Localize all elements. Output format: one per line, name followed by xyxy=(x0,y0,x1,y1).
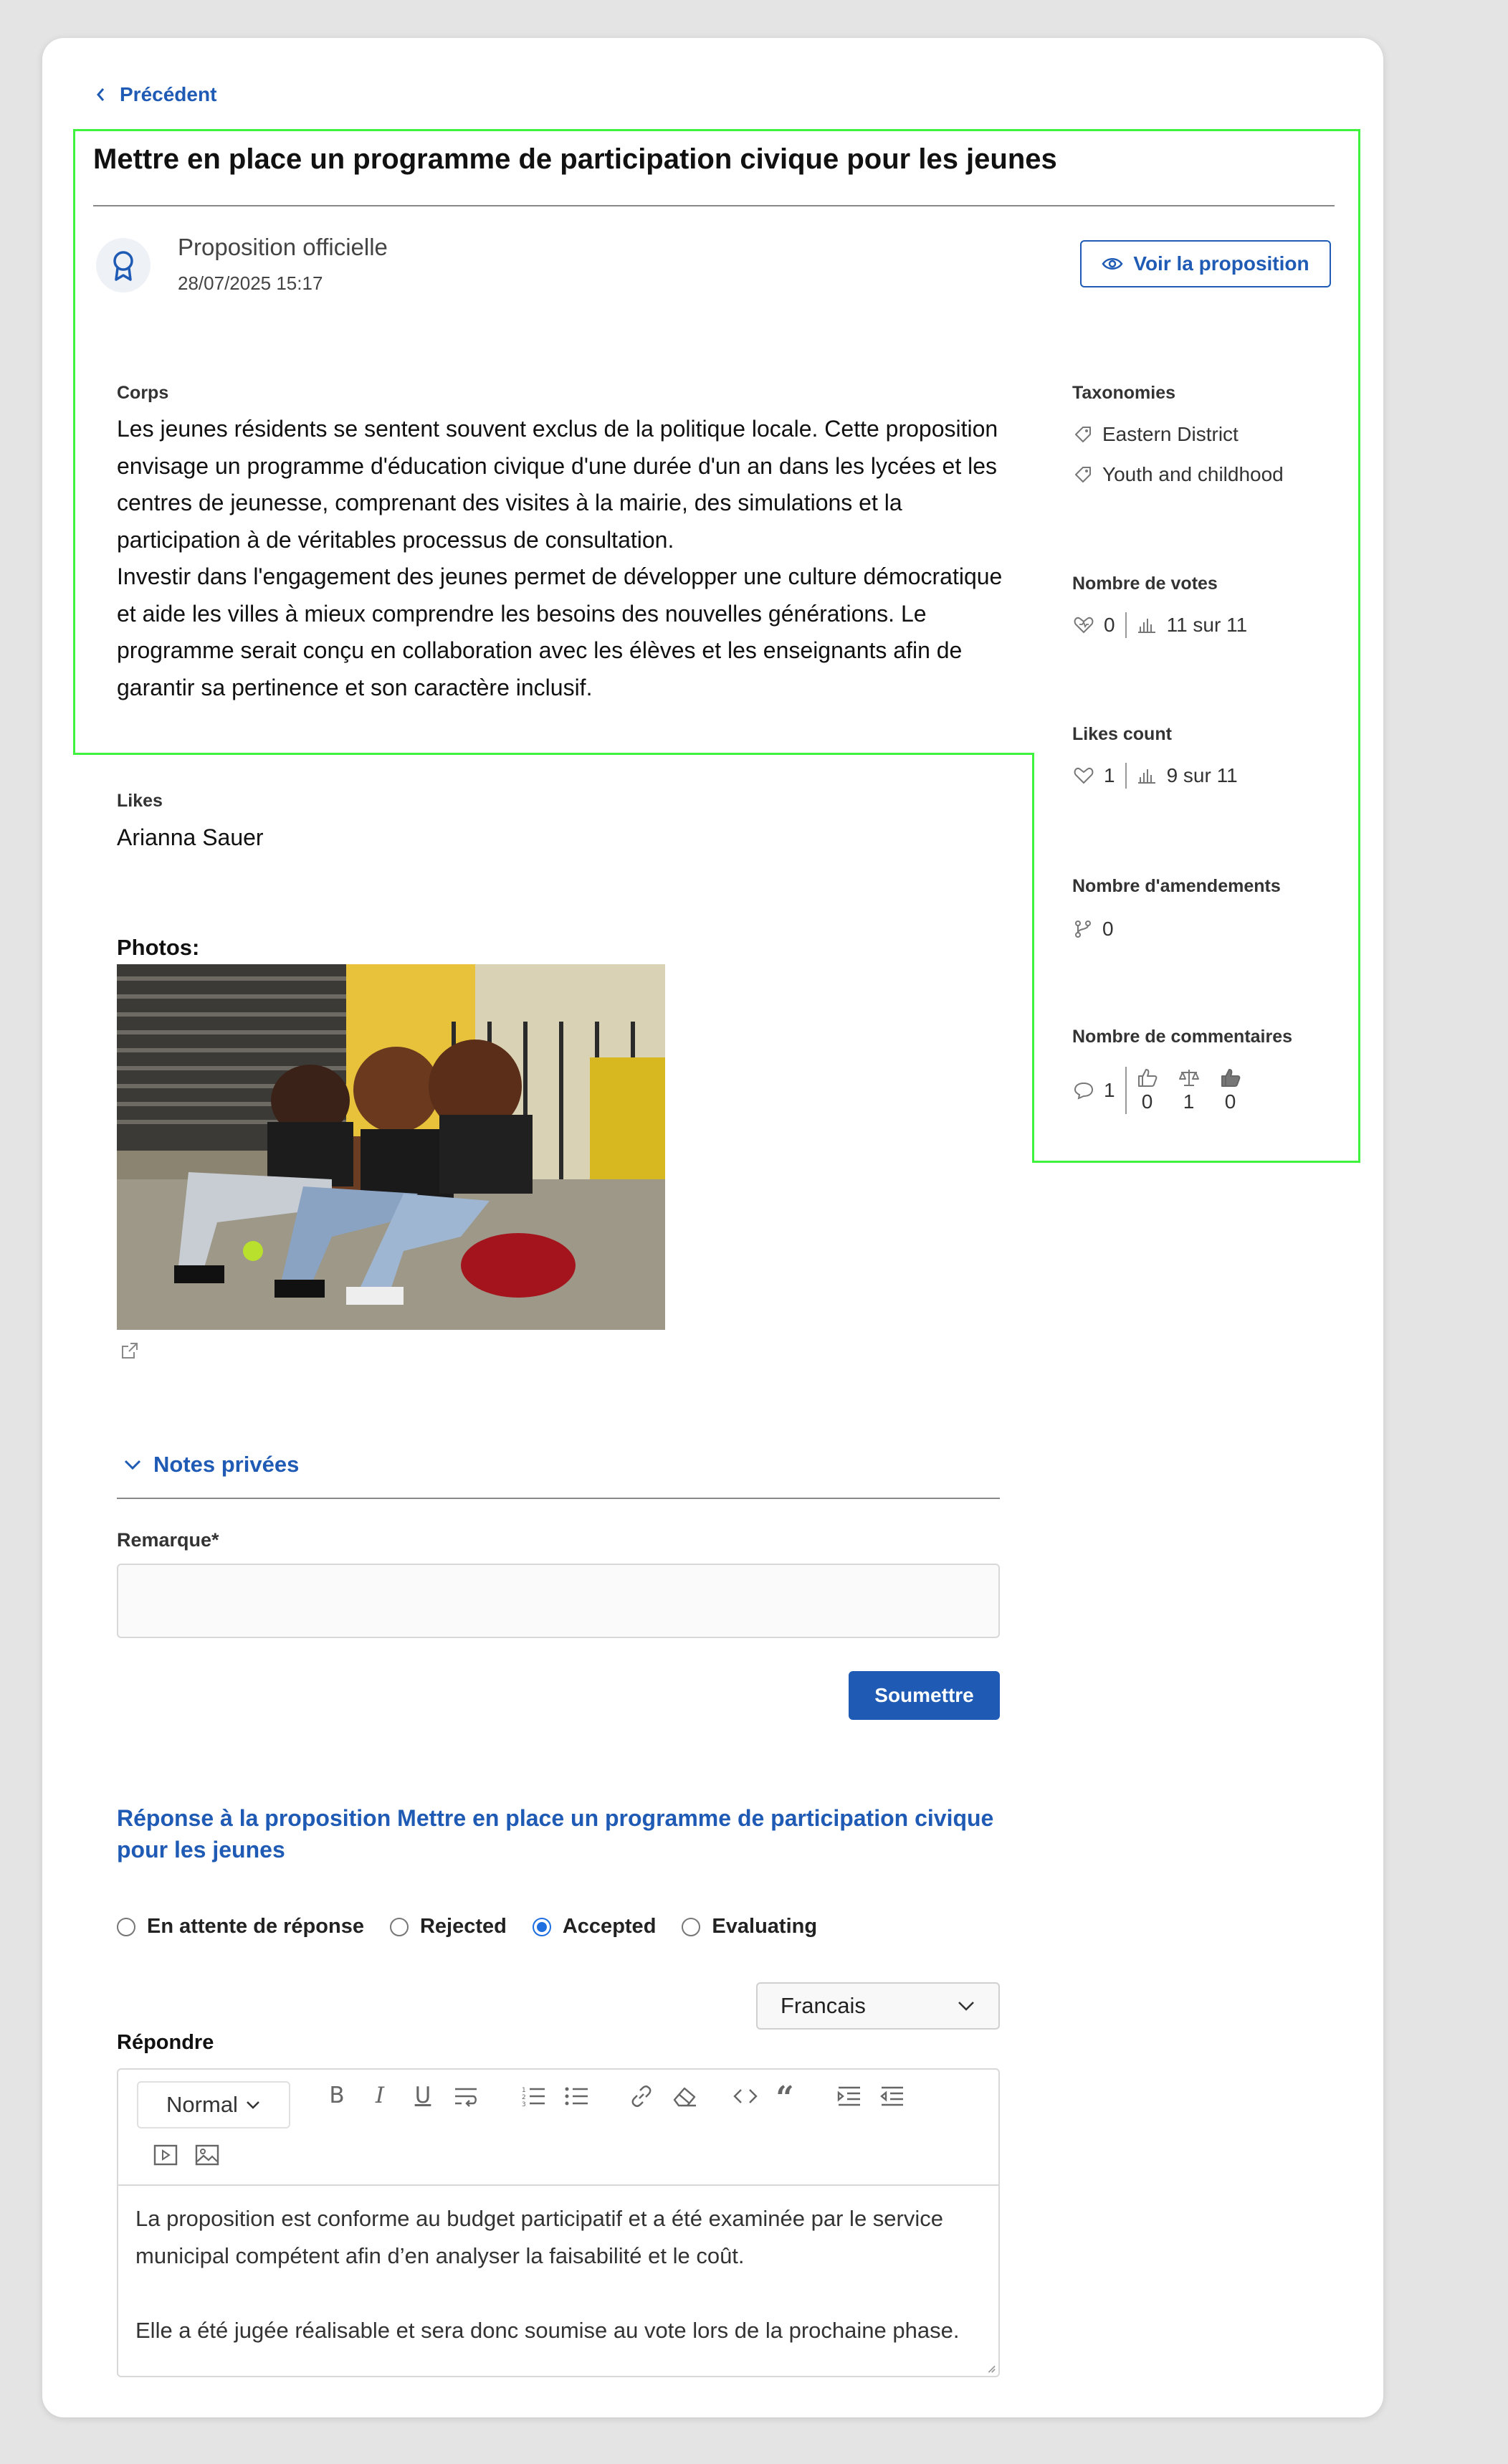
likes-rank: 9 sur 11 xyxy=(1166,764,1238,786)
heart-icon xyxy=(1074,767,1094,784)
radio-accepted[interactable] xyxy=(533,1915,657,1939)
likes-count-label: Likes count xyxy=(1072,724,1172,744)
bullet-list-icon[interactable] xyxy=(563,2085,591,2107)
amendments-count: 0 xyxy=(1102,918,1114,940)
underline-icon[interactable]: U xyxy=(414,2083,431,2108)
chevron-down-icon xyxy=(957,2000,975,2012)
remark-label: Remarque* xyxy=(117,1529,219,1551)
private-notes-toggle[interactable] xyxy=(123,1452,299,1478)
answer-title: Réponse à la proposition Mettre en place un programme de participation civique pour les jeunes xyxy=(117,1805,994,1863)
taxonomy-item[interactable] xyxy=(1074,423,1239,446)
wrap-text-icon[interactable] xyxy=(452,2085,480,2107)
language-value: Francais xyxy=(781,1993,866,2018)
comments-breakdown xyxy=(1137,1067,1241,1113)
editor-toolbar xyxy=(118,2070,998,2186)
radio-rejected[interactable] xyxy=(390,1915,507,1939)
outdent-icon[interactable] xyxy=(878,2085,907,2107)
private-notes-label: Notes privées xyxy=(153,1452,300,1477)
comments-label: Nombre de commentaires xyxy=(1072,1027,1293,1047)
language-select[interactable] xyxy=(756,1982,1000,2030)
svg-text:3: 3 xyxy=(522,2101,526,2107)
view-proposal-button[interactable] xyxy=(1080,240,1331,287)
reply-content[interactable] xyxy=(135,2200,988,2349)
radio-button-checked[interactable] xyxy=(533,1918,551,1936)
divider xyxy=(1125,1067,1127,1114)
likes-count: 1 xyxy=(1104,764,1115,786)
neutral-comments xyxy=(1178,1067,1200,1113)
tag-icon xyxy=(1074,465,1092,484)
external-link-icon[interactable] xyxy=(120,1341,139,1360)
italic-icon[interactable]: I xyxy=(375,2083,385,2108)
svg-text:1: 1 xyxy=(522,2087,526,2094)
chevron-down-icon xyxy=(245,2100,261,2110)
radio-pending[interactable] xyxy=(117,1915,364,1939)
chevron-down-icon xyxy=(123,1459,142,1470)
scale-icon xyxy=(1178,1067,1200,1088)
proposal-date: 28/07/2025 15:17 xyxy=(178,272,323,294)
likes-row xyxy=(1074,763,1238,789)
reply-editor[interactable] xyxy=(117,2068,1000,2377)
negative-count: 0 xyxy=(1224,1090,1236,1113)
remark-textarea[interactable] xyxy=(117,1564,1000,1638)
thumbs-down-icon xyxy=(1220,1067,1241,1088)
highlight-region-edge xyxy=(73,753,1034,755)
divider xyxy=(1125,763,1127,789)
taxonomy-label: Eastern District xyxy=(1102,423,1239,445)
likes-user: Arianna Sauer xyxy=(117,824,264,850)
amendments-row xyxy=(1074,918,1114,941)
photos-label: Photos: xyxy=(117,935,200,960)
body-paragraph: Les jeunes résidents se sentent souvent exclus de la politique locale. Cette proposition envisage un programme d'éducation civique d'une durée d'un an dans les lycées et les centres de jeunesse, comprenant des visites à la mairie, des simulations et la participation à de véritables processus de consultation. xyxy=(117,416,998,553)
ranking-icon xyxy=(1137,767,1157,784)
taxonomy-label: Youth and childhood xyxy=(1102,463,1284,485)
reply-paragraph: Elle a été jugée réalisable et sera donc soumise au vote lors de la prochaine phase. xyxy=(135,2318,960,2343)
link-icon[interactable] xyxy=(627,2084,656,2108)
votes-label: Nombre de votes xyxy=(1072,574,1218,594)
quote-icon[interactable]: “ xyxy=(776,2080,794,2116)
code-icon[interactable] xyxy=(731,2085,760,2107)
resize-handle-icon[interactable] xyxy=(986,2363,996,2373)
image-icon[interactable] xyxy=(193,2144,221,2166)
indent-icon[interactable] xyxy=(835,2085,864,2107)
proposal-photo[interactable] xyxy=(117,964,665,1330)
comments-row xyxy=(1074,1067,1241,1114)
radio-label: Accepted xyxy=(562,1915,657,1938)
eraser-icon[interactable] xyxy=(670,2084,699,2108)
ranking-icon xyxy=(1137,617,1157,634)
radio-label: Evaluating xyxy=(712,1915,818,1938)
votes-rank: 11 sur 11 xyxy=(1166,614,1248,636)
positive-comments xyxy=(1137,1067,1158,1113)
format-value: Normal xyxy=(166,2092,238,2117)
negative-comments xyxy=(1220,1067,1241,1113)
official-badge-icon xyxy=(96,238,151,292)
taxonomies-label: Taxonomies xyxy=(1072,383,1176,403)
eye-icon xyxy=(1102,256,1123,272)
title-divider xyxy=(93,205,1335,206)
blank-line xyxy=(135,2275,988,2312)
svg-text:2: 2 xyxy=(522,2094,526,2101)
body-paragraph: Investir dans l'engagement des jeunes permet de développer une culture démocratique et aide les villes à mieux comprendre les besoins des nouvelles générations. Le programme serait conçu en collaboration avec les élèves et les enseignants afin de garantir sa pertinence et son caractère inclusif. xyxy=(117,563,1003,700)
likes-label: Likes xyxy=(117,791,163,811)
view-proposal-label: Voir la proposition xyxy=(1133,252,1309,275)
comments-count: 1 xyxy=(1104,1079,1115,1101)
radio-evaluating[interactable] xyxy=(682,1915,817,1939)
radio-label: En attente de réponse xyxy=(147,1915,364,1938)
submit-button[interactable]: Soumettre xyxy=(849,1671,1000,1720)
radio-button[interactable] xyxy=(682,1918,700,1936)
ordered-list-icon[interactable] xyxy=(520,2085,548,2107)
body-label: Corps xyxy=(117,383,169,403)
reply-paragraph: La proposition est conforme au budget participatif et a été examinée par le service municipal compétent afin d’en analyser la faisabilité et le coût. xyxy=(135,2206,943,2268)
amendments-label: Nombre d'amendements xyxy=(1072,876,1281,896)
radio-label: Rejected xyxy=(419,1915,507,1938)
radio-button[interactable] xyxy=(117,1918,135,1936)
proposal-type: Proposition officielle xyxy=(178,234,388,260)
tag-icon xyxy=(1074,425,1092,444)
branch-icon xyxy=(1074,920,1092,938)
thumbs-up-icon xyxy=(1137,1067,1158,1088)
proposal-body xyxy=(117,411,1006,706)
back-label: Précédent xyxy=(120,83,217,105)
chevron-left-icon xyxy=(95,87,105,103)
format-dropdown[interactable] xyxy=(137,2081,290,2128)
taxonomy-item[interactable] xyxy=(1074,463,1284,486)
votes-row xyxy=(1074,612,1247,638)
reply-label: Répondre xyxy=(117,2031,214,2054)
back-link[interactable] xyxy=(95,83,216,106)
neutral-count: 1 xyxy=(1183,1090,1195,1113)
answer-status-group xyxy=(117,1915,817,1939)
comment-icon xyxy=(1074,1081,1094,1100)
votes-count: 0 xyxy=(1104,614,1115,636)
notes-divider xyxy=(117,1498,1000,1499)
divider xyxy=(1125,612,1127,638)
radio-button[interactable] xyxy=(390,1918,409,1936)
positive-count: 0 xyxy=(1141,1090,1153,1113)
bold-icon[interactable]: B xyxy=(329,2083,345,2108)
page-title: Mettre en place un programme de participation civique pour les jeunes xyxy=(93,143,1057,175)
vote-heart-icon xyxy=(1074,617,1094,634)
video-icon[interactable] xyxy=(151,2144,180,2166)
